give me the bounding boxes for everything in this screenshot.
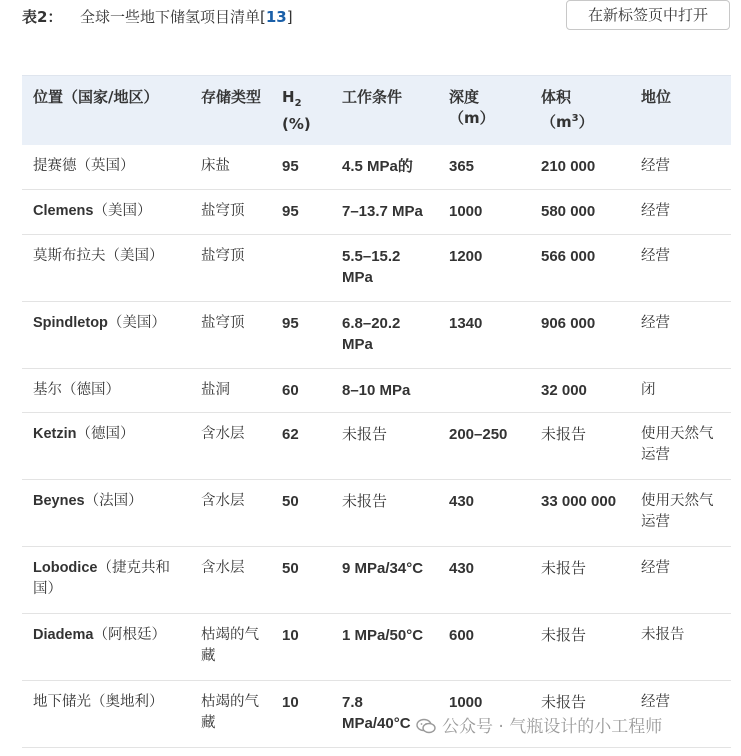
table-row [22,413,731,480]
location-country: （美国） [93,203,152,219]
table-row [22,614,731,681]
location-name: Diadema [33,627,94,643]
cell-h2-percent: 62 [271,413,331,480]
cell-depth: 200–250 [438,413,530,480]
cell-location [22,480,190,547]
cell-volume: 906 000 [530,302,630,369]
cell-h2-percent: 50 [271,547,331,614]
header-h2-unit: (%) [282,115,311,133]
hydrogen-storage-table [22,75,731,748]
table-row [22,235,731,302]
cell-depth: 365 [438,145,530,190]
open-in-new-tab-button[interactable]: 在新标签页中打开 [566,0,730,30]
header-depth [438,76,530,145]
location-name: Lobodice [33,560,98,576]
header-volume-label: 体积 [541,88,572,106]
header-volume [530,76,630,145]
cell-status: 使用天然气运营 [630,413,731,480]
cell-volume: 未报告 [530,413,630,480]
cell-depth: 430 [438,547,530,614]
cell-status: 经营 [630,547,731,614]
cell-depth: 600 [438,614,530,681]
cell-conditions: 6.8–20.2 MPa [331,302,438,369]
location-name: Beynes [33,493,85,509]
cell-status: 闭 [630,369,731,413]
cell-location [22,235,190,302]
header-volume-unit-post: ） [578,113,594,131]
cell-location [22,681,190,748]
header-status: 地位 [630,76,731,145]
table-row [22,190,731,235]
location-country: （法国） [84,493,143,509]
table-header [22,76,731,145]
cell-storage-type: 含水层 [190,547,271,614]
location-name: Ketzin [33,426,77,442]
cell-storage-type: 盐穹顶 [190,302,271,369]
cell-volume: 566 000 [530,235,630,302]
cell-depth: 1000 [438,681,530,748]
reference-link[interactable]: 13 [265,8,287,26]
cell-status: 经营 [630,235,731,302]
cell-location [22,614,190,681]
cell-h2-percent [271,235,331,302]
header-h2-sub: 2 [294,98,302,109]
cell-storage-type: 盐穹顶 [190,235,271,302]
cell-storage-type: 含水层 [190,480,271,547]
table-row [22,145,731,190]
cell-h2-percent: 60 [271,369,331,413]
cell-storage-type: 盐穹顶 [190,190,271,235]
cell-storage-type: 床盐 [190,145,271,190]
cell-h2-percent: 95 [271,145,331,190]
cell-h2-percent: 50 [271,480,331,547]
cell-location [22,547,190,614]
cell-conditions: 未报告 [331,480,438,547]
header-volume-unit-pre: （m [541,113,572,131]
cell-location [22,302,190,369]
cell-volume: 580 000 [530,190,630,235]
caption-label: 表2： [22,8,63,26]
cell-h2-percent: 95 [271,302,331,369]
caption-title: 全球一些地下储氢项目清单 [80,8,261,26]
location-country: （德国） [76,426,135,442]
caption-text [80,6,293,27]
table-body [22,145,731,748]
wechat-icon [416,718,436,734]
location-country: （捷克共和国） [33,560,170,597]
cell-h2-percent: 10 [271,614,331,681]
header-storage-type: 存储类型 [190,76,271,145]
location-name: Spindletop [33,315,108,331]
cell-conditions: 8–10 MPa [331,369,438,413]
cell-volume: 未报告 [530,681,630,748]
caption-ref-close: ] [286,8,293,26]
cell-status: 经营 [630,302,731,369]
cell-location [22,145,190,190]
cell-conditions: 1 MPa/50°C [331,614,438,681]
caption-ref-open: [ [260,8,266,26]
cell-h2-percent: 10 [271,681,331,748]
table-row [22,302,731,369]
cell-volume: 未报告 [530,547,630,614]
cell-conditions: 7.8 MPa/40°C [331,681,438,748]
cell-volume: 33 000 000 [530,480,630,547]
cell-depth: 430 [438,480,530,547]
cell-location [22,190,190,235]
cell-status: 使用天然气运营 [630,480,731,547]
header-h2-main: H [282,88,295,106]
location-country: 基尔（德国） [33,382,120,398]
cell-conditions: 4.5 MPa的 [331,145,438,190]
location-country: 地下储光（奥地利） [33,694,164,710]
cell-volume: 32 000 [530,369,630,413]
cell-storage-type: 盐洞 [190,369,271,413]
cell-conditions: 未报告 [331,413,438,480]
cell-depth: 1340 [438,302,530,369]
location-country: 莫斯布拉夫（美国） [33,248,164,264]
cell-h2-percent: 95 [271,190,331,235]
header-volume-unit-sup: 3 [571,113,579,124]
cell-storage-type: 枯竭的气藏 [190,614,271,681]
watermark-text: 公众号 · 气瓶设计的小工程师 [442,717,663,737]
header-h2 [271,76,331,145]
cell-status: 经营 [630,145,731,190]
cell-conditions: 5.5–15.2 MPa [331,235,438,302]
location-country: （阿根廷） [93,627,166,643]
cell-conditions: 9 MPa/34°C [331,547,438,614]
cell-depth: 1200 [438,235,530,302]
header-conditions: 工作条件 [331,76,438,145]
location-name: Clemens [33,203,94,219]
cell-volume: 未报告 [530,614,630,681]
cell-status: 经营 [630,681,731,748]
cell-location [22,369,190,413]
location-country: 提赛德（英国） [33,157,135,174]
cell-conditions: 7–13.7 MPa [331,190,438,235]
cell-status: 经营 [630,190,731,235]
header-depth-label: 深度 [449,88,480,106]
cell-depth [438,369,530,413]
cell-storage-type: 枯竭的气藏 [190,681,271,748]
table-row [22,480,731,547]
table-row [22,369,731,413]
header-location: 位置（国家/地区） [22,76,190,145]
cell-storage-type: 含水层 [190,413,271,480]
cell-location [22,413,190,480]
cell-volume: 210 000 [530,145,630,190]
table-row [22,547,731,614]
cell-status: 未报告 [630,614,731,681]
header-depth-unit: （m） [449,109,495,127]
location-country: （美国） [107,315,166,331]
watermark [416,712,662,737]
cell-depth: 1000 [438,190,530,235]
